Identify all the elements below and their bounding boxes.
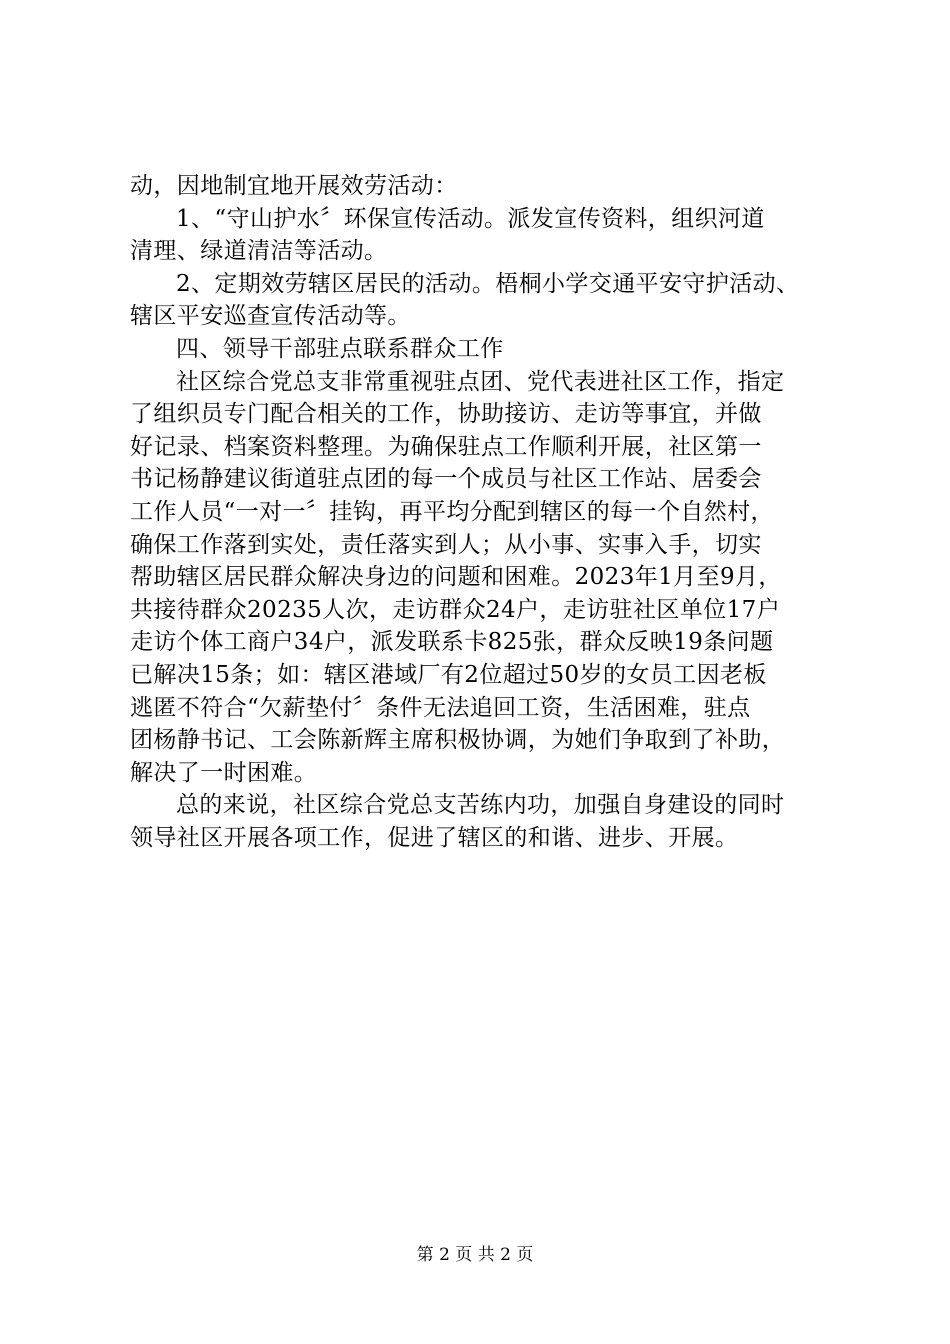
text-line: 动，因地制宜地开展效劳活动： bbox=[130, 173, 458, 199]
text-line: 社区综合党总支非常重视驻点团、党代表进社区工作，指定 bbox=[176, 368, 785, 395]
text-line: 1、“守山护水〞环保宣传活动。派发宣传资料，组织河道 bbox=[176, 205, 765, 232]
text-line: 团杨静书记、工会陈新辉主席积极协调，为她们争取到了补助， bbox=[130, 727, 786, 754]
text-line: 已解决15条；如：辖区港域厂有2位超过50岁的女员工因老板 bbox=[130, 661, 767, 688]
text-line: 领导社区开展各项工作，促进了辖区的和谐、进步、开展。 bbox=[130, 824, 739, 851]
text-line: 确保工作落到实处，责任落实到人；从小事、实事入手，切实 bbox=[130, 531, 762, 558]
text-line: 书记杨静建议街道驻点团的每一个成员与社区工作站、居委会 bbox=[130, 466, 762, 493]
text-line: 帮助辖区居民群众解决身边的问题和困难。2023年1月至9月， bbox=[130, 564, 782, 591]
text-line: 总的来说，社区综合党总支苦练内功，加强自身建设的同时 bbox=[176, 792, 785, 819]
text-line: 共接待群众20235人次，走访群众24户，走访驻社区单位17户 bbox=[130, 596, 781, 623]
document-body bbox=[130, 170, 830, 854]
text-line: 了组织员专门配合相关的工作，协助接访、走访等事宜，并做 bbox=[130, 401, 762, 428]
text-line: 清理、绿道清洁等活动。 bbox=[130, 238, 388, 265]
text-line: 逃匿不符合“欠薪垫付〞条件无法追回工资，生活困难，驻点 bbox=[130, 694, 751, 721]
text-line: 好记录、档案资料整理。为确保驻点工作顺利开展，社区第一 bbox=[130, 433, 762, 460]
text-line: 工作人员“一对一〞挂钩，再平均分配到辖区的每一个自然村， bbox=[130, 498, 774, 525]
text-line: 解决了一时困难。 bbox=[130, 759, 318, 786]
text-line: 走访个体工商户34户，派发联系卡825张，群众反映19条问题 bbox=[130, 629, 774, 656]
text-line: 辖区平安巡查宣传活动等。 bbox=[130, 303, 411, 330]
text-line: 2、定期效劳辖区居民的活动。梧桐小学交通平安守护活动、 bbox=[176, 270, 800, 297]
section-heading: 四、领导干部驻点联系群众工作 bbox=[176, 335, 504, 362]
page-footer: 第 2 页 共 2 页 bbox=[416, 1245, 534, 1265]
